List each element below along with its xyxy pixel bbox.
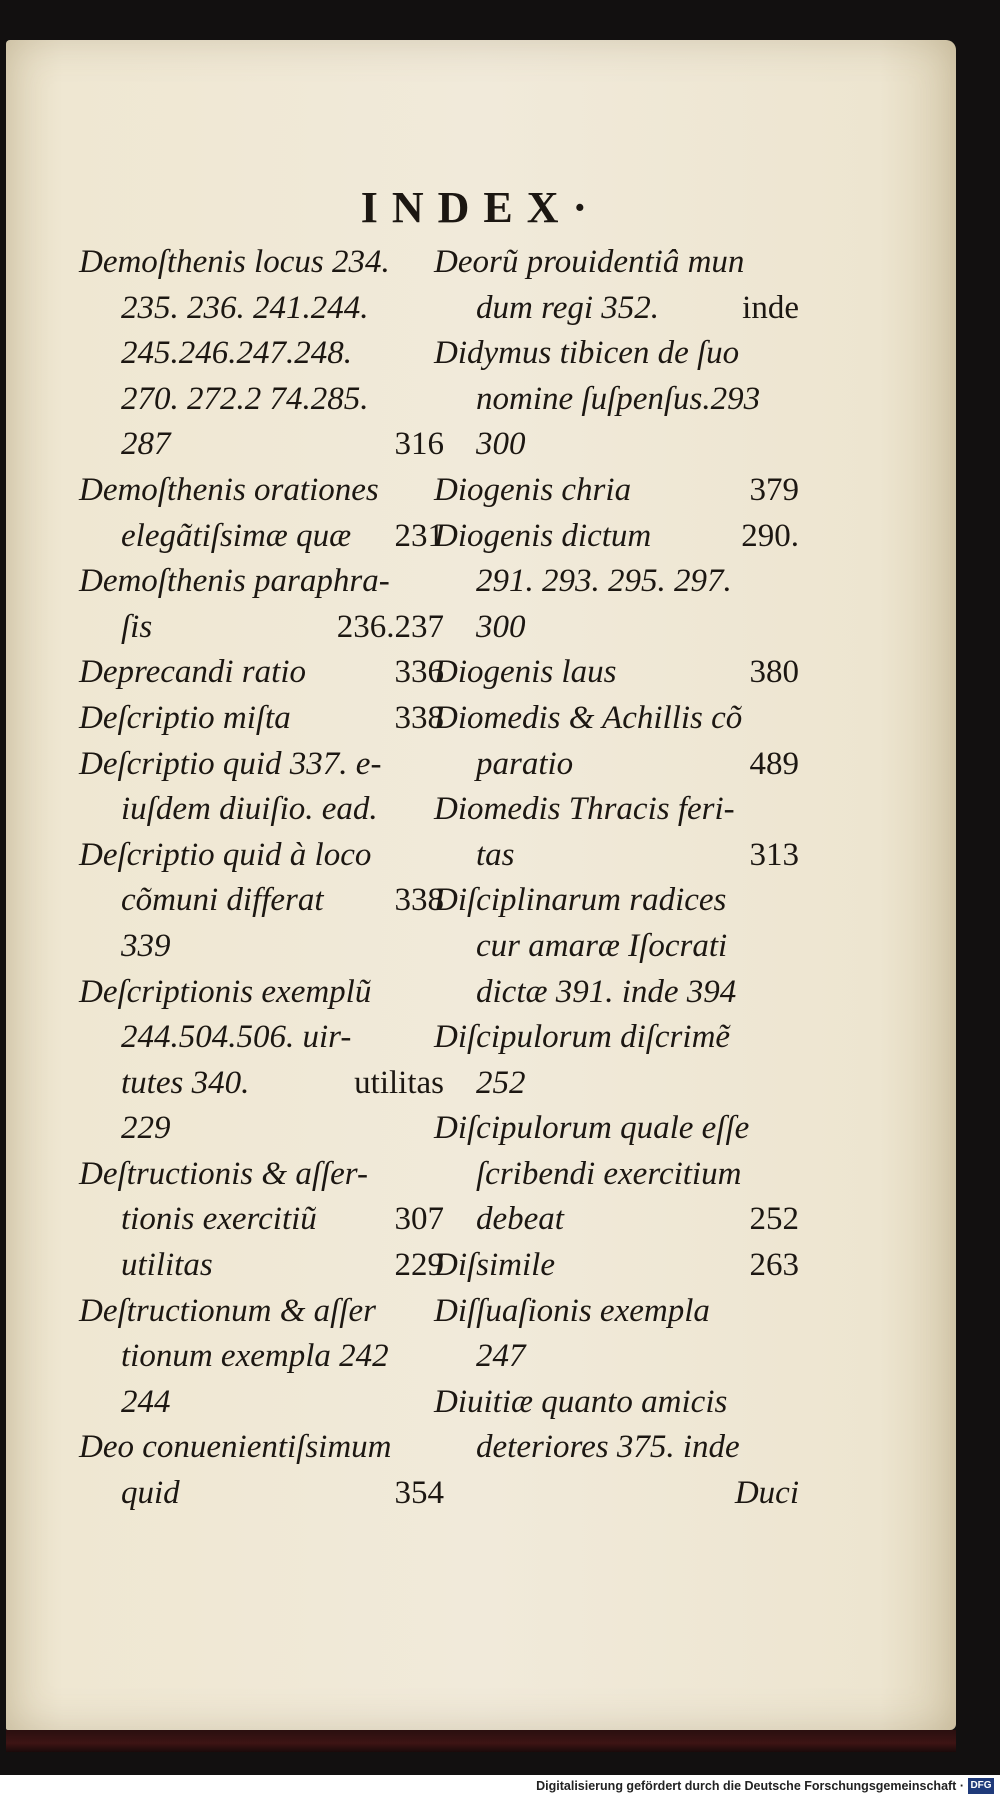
entry-text: cõmuni differat [121,882,324,919]
entry-line [79,1152,444,1198]
entry-text: tutes 340. [121,1064,250,1101]
entry-line [434,833,799,879]
entry-line [434,1380,799,1426]
index-entry [434,514,799,651]
index-entry [79,970,444,1152]
entry-text: 229 [121,1110,171,1147]
index-entry [434,240,799,331]
entry-text: tionum exempla 242 [121,1338,389,1375]
index-entry [434,878,799,1015]
entry-line [434,1197,799,1243]
index-entry [79,1152,444,1289]
entry-text: Demoſthenis orationes [79,471,379,508]
entry-text: Didymus tibicen de ſuo [434,335,740,372]
entry-line [434,377,799,423]
entry-text: Diſcipulorum quale eſſe [434,1110,750,1147]
entry-text: Diſſuaſionis exempla [434,1292,710,1329]
entry-text: Deprecandi ratio [79,654,306,691]
entry-line [434,650,799,696]
entry-line [79,422,444,468]
entry-line [434,240,799,286]
entry-text: Diſcipulorum diſcrimẽ [434,1019,731,1056]
index-entry [79,742,444,833]
entry-line [79,1471,444,1517]
entry-line [434,468,799,514]
entry-line [79,377,444,423]
entry-line [434,1425,799,1471]
entry-text: Diogenis laus [434,654,617,691]
entry-text: dum regi 352. [476,289,660,326]
index-entry [79,833,444,970]
entry-text: Diſciplinarum radices [434,882,727,919]
index-entry [434,1380,799,1471]
entry-text: Deo conuenientiſsimum [79,1429,392,1466]
index-entry [79,650,444,696]
entry-text: Diomedis & Achillis cõ [434,699,743,736]
entry-page-ref: 229 [394,1247,444,1284]
entry-line [434,1289,799,1335]
index-entry [79,559,444,650]
entry-text: 287 [121,426,171,463]
entry-text: 339 [121,927,171,964]
entry-text: tas [476,836,515,873]
entry-page-ref: 489 [749,745,799,782]
catchword: Duci [734,1475,799,1512]
index-entry [434,696,799,787]
entry-text: Deſcriptio quid 337. e- [79,745,382,782]
entry-page-ref: 380 [749,654,799,691]
entry-line [79,1334,444,1380]
entry-text: 300 [476,608,526,645]
entry-line [79,650,444,696]
entry-text: iuſdem diuiſio. ead. [121,791,378,828]
entry-text: deteriores 375. inde [476,1429,740,1466]
index-entry [434,1289,799,1380]
index-entry [434,787,799,878]
entry-line [434,970,799,1016]
entry-text: 291. 293. 295. 297. [476,563,732,600]
entry-page-ref: 252 [749,1201,799,1238]
index-entry [79,468,444,559]
index-entry [79,1289,444,1426]
entry-page-ref: 307 [394,1201,444,1238]
entry-line [434,1243,799,1289]
entry-text: Deſcriptio miſta [79,699,291,736]
entry-page-ref: 354 [394,1475,444,1512]
entry-page-ref: 313 [749,836,799,873]
entry-line [79,1015,444,1061]
entry-line [434,1152,799,1198]
entry-line [434,1106,799,1152]
left-column [79,240,444,1517]
entry-line [79,742,444,788]
entry-text: Diſsimile [434,1247,555,1284]
entry-line [79,1425,444,1471]
entry-line [79,696,444,742]
entry-text: dictæ 391. inde 394 [476,973,737,1010]
entry-text: Demoſthenis locus 234. [79,244,390,280]
entry-line [79,559,444,605]
entry-text: quid [121,1475,180,1512]
index-entry [434,468,799,514]
entry-text: 300 [476,426,526,463]
entry-line [79,286,444,332]
entry-line [434,286,799,332]
index-entry [434,1015,799,1106]
entry-text: Diuitiæ quanto amicis [434,1383,728,1420]
entry-text: 244 [121,1383,171,1420]
entry-line [79,468,444,514]
entry-line [79,1243,444,1289]
entry-page-ref: 336 [394,654,444,691]
entry-text: Deſtructionis & aſſer- [79,1155,368,1192]
entry-text: nomine ſuſpenſus.293 [476,380,761,417]
entry-page-ref: 263 [749,1247,799,1284]
entry-line [434,878,799,924]
entry-line [434,605,799,651]
index-entry [434,331,799,468]
entry-text: paratio [476,745,574,782]
entry-line [79,1106,444,1152]
entry-text: 252 [476,1064,526,1101]
entry-line [79,878,444,924]
footer-bar [0,1775,1000,1800]
entry-page-ref: 338 [394,699,444,736]
index-entry [79,240,444,468]
index-entry [79,1425,444,1516]
entry-text: Deſcriptionis exemplũ [79,973,372,1010]
index-entry [79,696,444,742]
entry-text: Demoſthenis paraphra- [79,563,390,600]
entry-line [79,787,444,833]
entry-text: utilitas [121,1247,213,1284]
running-head: INDEX· [360,183,602,232]
entry-line [434,1015,799,1061]
entry-line [434,1334,799,1380]
entry-line [434,742,799,788]
right-column [434,240,799,1517]
dfg-logo: DFG [968,1778,994,1794]
entry-text: 247 [476,1338,526,1375]
entry-line [79,1197,444,1243]
entry-page-ref: 316 [394,426,444,463]
entry-line [79,1061,444,1107]
entry-page-ref: inde [742,289,799,326]
entry-text: Deſtructionum & aſſer [79,1292,376,1329]
entry-line [79,605,444,651]
entry-text: ſis [121,608,153,645]
entry-line [434,514,799,560]
entry-line [79,833,444,879]
entry-page-ref: 338 [394,882,444,919]
entry-text: 270. 272.2 74.285. [121,380,369,417]
entry-line [79,514,444,560]
entry-text: Diomedis Thracis feri- [434,791,735,828]
entry-line [79,924,444,970]
entry-text: Diogenis chria [434,471,632,508]
entry-line [79,1380,444,1426]
entry-text: debeat [476,1201,564,1238]
entry-line [79,970,444,1016]
entry-line [434,787,799,833]
entry-text: Deſcriptio quid à loco [79,836,372,873]
entry-line [434,924,799,970]
entry-line [434,1061,799,1107]
entry-line [434,331,799,377]
entry-line [434,422,799,468]
entry-page-ref: utilitas [354,1064,444,1101]
entry-text: ſcribendi exercitium [476,1155,742,1192]
book-page [6,40,956,1730]
entry-page-ref: 290. [741,517,799,554]
entry-line [79,240,444,286]
entry-text: cur amaræ Iſocrati [476,927,728,964]
entry-text: 245.246.247.248. [121,335,352,372]
entry-page-ref: 236.237 [336,608,444,645]
entry-text: Deorũ prouidentiâ mun [434,244,745,280]
index-entry [434,650,799,696]
index-entry [434,1243,799,1289]
digitization-credit: Digitalisierung gefördert durch die Deutsche Forschungsgemeinschaft · [536,1779,964,1793]
entry-line [79,1289,444,1335]
entry-line [434,696,799,742]
entry-text: elegãtiſsimæ quæ [121,517,352,554]
entry-text: Diogenis dictum [434,517,652,554]
page-edge [6,1730,956,1752]
entry-text: 235. 236. 241.244. [121,289,369,326]
entry-text: tionis exercitiũ [121,1201,317,1238]
entry-page-ref: 379 [749,471,799,508]
entry-line [79,331,444,377]
entry-page-ref: 231 [394,517,444,554]
entry-text: 244.504.506. uir- [121,1019,352,1056]
entry-line [434,559,799,605]
index-entry [434,1106,799,1243]
